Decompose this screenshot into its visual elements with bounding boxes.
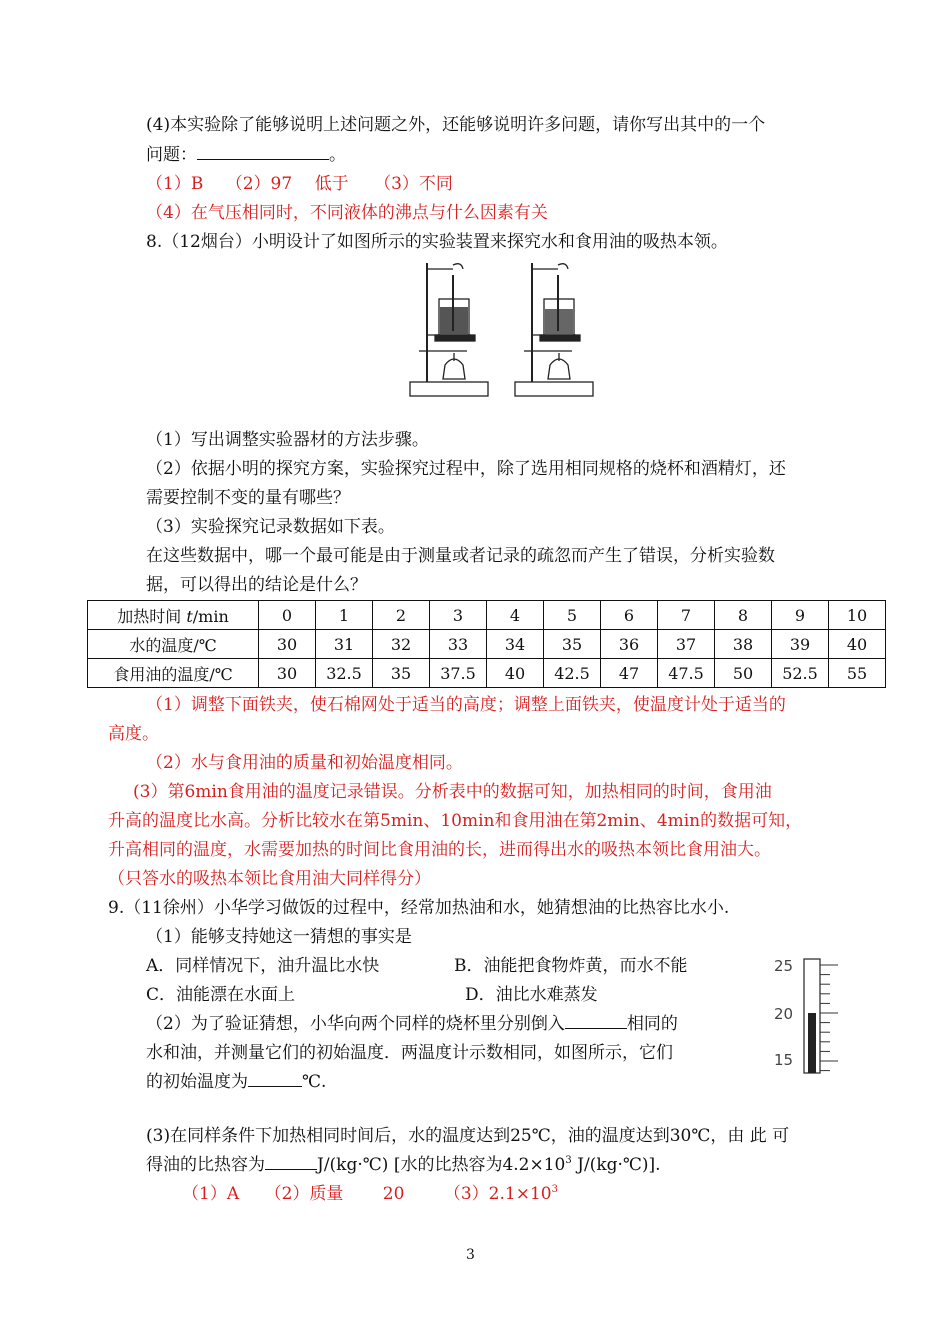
table-row-water bbox=[88, 630, 886, 659]
q9-sub3-line1: (3)在同样条件下加热相同时间后，水的温度达到25℃，油的温度达到30℃，由 此 可 bbox=[146, 1126, 790, 1146]
tick-label-20: 20 bbox=[774, 1005, 794, 1023]
q9-option-d[interactable]: D．油比水难蒸发 bbox=[465, 985, 598, 1005]
table-cell: 40 bbox=[829, 630, 886, 659]
answer-blank[interactable] bbox=[197, 143, 329, 160]
table-row-label: 水的温度/℃ bbox=[88, 630, 259, 659]
q7-answer-line1: （1）B （2）97 低于 （3）不同 bbox=[146, 174, 453, 194]
q9-stem: 9.（11徐州）小华学习做饭的过程中，经常加热油和水，她猜想油的比热容比水小. bbox=[108, 898, 730, 918]
table-cell: 47 bbox=[601, 659, 658, 688]
answer-blank[interactable] bbox=[565, 1012, 627, 1029]
table-cell: 30 bbox=[259, 630, 316, 659]
q8-sub3b-line2: 据，可以得出的结论是什么？ bbox=[146, 575, 367, 595]
table-cell: 36 bbox=[601, 630, 658, 659]
q9-sub3-line2: 得油的比热容为 J/(kg·℃) [水的比热容为$4.2\times 10^3$ J/(kg·℃)]. bbox=[146, 1155, 661, 1175]
table-cell: 32.5 bbox=[316, 659, 373, 688]
q9-sub2-line1: （2）为了验证猜想，小华向两个同样的烧杯里分别倒入 相同的 bbox=[146, 1014, 678, 1034]
table-cell: 55 bbox=[829, 659, 886, 688]
q8-answer1-line2: 高度。 bbox=[108, 724, 159, 744]
q8-answer3-line1: (3）第6min食用油的温度记录错误。分析表中的数据可知，加热相同的时间，食用油 bbox=[133, 782, 772, 802]
apparatus-figure bbox=[405, 255, 605, 410]
q9-option-a[interactable]: A．同样情况下，油升温比水快 bbox=[146, 956, 380, 976]
table-cell: 31 bbox=[316, 630, 373, 659]
q8-sub2-line1: （2）依据小明的探究方案，实验探究过程中，除了选用相同规格的烧杯和酒精灯，还 bbox=[146, 459, 786, 479]
table-cell: 40 bbox=[487, 659, 544, 688]
table-cell: 8 bbox=[715, 601, 772, 630]
table-header-row bbox=[88, 601, 886, 630]
thermometer-scale bbox=[820, 965, 838, 1071]
q8-sub3b-line1: 在这些数据中，哪一个最可能是由于测量或者记录的疏忽而产生了错误，分析实验数 bbox=[146, 546, 775, 566]
table-cell: 38 bbox=[715, 630, 772, 659]
q9-option-b[interactable]: B．油能把食物炸黄，而水不能 bbox=[454, 956, 688, 976]
table-cell: 32 bbox=[373, 630, 430, 659]
tick-label-25: 25 bbox=[774, 957, 794, 975]
apparatus-right bbox=[515, 263, 593, 396]
table-cell: 42.5 bbox=[544, 659, 601, 688]
answer-blank[interactable] bbox=[248, 1070, 302, 1087]
q9-option-c[interactable]: C．油能漂在水面上 bbox=[146, 985, 296, 1005]
q8-answer3-line4: （只答水的吸热本领比食用油大同样得分） bbox=[108, 869, 431, 889]
q8-stem: 8.（12烟台）小明设计了如图所示的实验装置来探究水和食用油的吸热本领。 bbox=[146, 232, 728, 252]
apparatus-left bbox=[410, 263, 488, 396]
q8-answer3-line2: 升高的温度比水高。分析比较水在第5min、10min和食用油在第2min、4min的数据可知， bbox=[108, 811, 803, 831]
q9-answer: （1）A （2）质量 20 $(3)2.1\times 10^3$ bbox=[182, 1184, 558, 1204]
q7-part4-prefix: 问题： bbox=[146, 145, 197, 165]
q8-answer3-line3: 升高相同的温度，水需要加热的时间比食用油的长，进而得出水的吸热本领比食用油大。 bbox=[108, 840, 771, 860]
page-number: 3 bbox=[466, 1247, 475, 1263]
table-cell: 35 bbox=[544, 630, 601, 659]
table-cell: 50 bbox=[715, 659, 772, 688]
table-cell: 37.5 bbox=[430, 659, 487, 688]
table-cell: 34 bbox=[487, 630, 544, 659]
table-cell: 10 bbox=[829, 601, 886, 630]
q7-part4-line1: (4)本实验除了能够说明上述问题之外，还能够说明许多问题，请你写出其中的一个 bbox=[146, 115, 766, 135]
q9-sub2-line2: 水和油，并测量它们的初始温度．两温度计示数相同，如图所示，它们 bbox=[146, 1043, 673, 1063]
q7-answer-line2: （4）在气压相同时，不同液体的沸点与什么因素有关 bbox=[146, 203, 548, 223]
table-cell: 47.5 bbox=[658, 659, 715, 688]
q7-part4-suffix: 。 bbox=[329, 145, 346, 165]
q8-answer2: （2）水与食用油的质量和初始温度相同。 bbox=[146, 753, 463, 773]
table-cell: 1 bbox=[316, 601, 373, 630]
table-cell: 5 bbox=[544, 601, 601, 630]
q9-sub2-line3: 的初始温度为 ℃. bbox=[146, 1072, 327, 1092]
thermometer-figure bbox=[766, 955, 846, 1077]
q7-part4-line2 bbox=[146, 143, 346, 167]
table-cell: 30 bbox=[259, 659, 316, 688]
table-cell: 6 bbox=[601, 601, 658, 630]
data-table bbox=[87, 600, 886, 688]
q8-sub3: （3）实验探究记录数据如下表。 bbox=[146, 517, 395, 537]
table-row-oil bbox=[88, 659, 886, 688]
table-row-label: 食用油的温度/℃ bbox=[88, 659, 259, 688]
table-cell: 7 bbox=[658, 601, 715, 630]
table-cell: 37 bbox=[658, 630, 715, 659]
thermometer-liquid bbox=[808, 1013, 816, 1073]
q8-answer1-line1: （1）调整下面铁夹，使石棉网处于适当的高度；调整上面铁夹，使温度计处于适当的 bbox=[146, 695, 786, 715]
table-cell: 9 bbox=[772, 601, 829, 630]
q9-sub1: （1）能够支持她这一猜想的事实是 bbox=[146, 927, 412, 947]
tick-label-15: 15 bbox=[774, 1051, 794, 1069]
table-header-label: 加热时间 t/min bbox=[88, 601, 259, 630]
table-cell: 52.5 bbox=[772, 659, 829, 688]
q8-sub1: （1）写出调整实验器材的方法步骤。 bbox=[146, 430, 429, 450]
table-cell: 4 bbox=[487, 601, 544, 630]
answer-blank[interactable] bbox=[265, 1153, 317, 1170]
table-cell: 39 bbox=[772, 630, 829, 659]
table-cell: 33 bbox=[430, 630, 487, 659]
table-cell: 3 bbox=[430, 601, 487, 630]
table-cell: 2 bbox=[373, 601, 430, 630]
table-cell: 35 bbox=[373, 659, 430, 688]
table-cell: 0 bbox=[259, 601, 316, 630]
q8-sub2-line2: 需要控制不变的量有哪些？ bbox=[146, 488, 350, 508]
